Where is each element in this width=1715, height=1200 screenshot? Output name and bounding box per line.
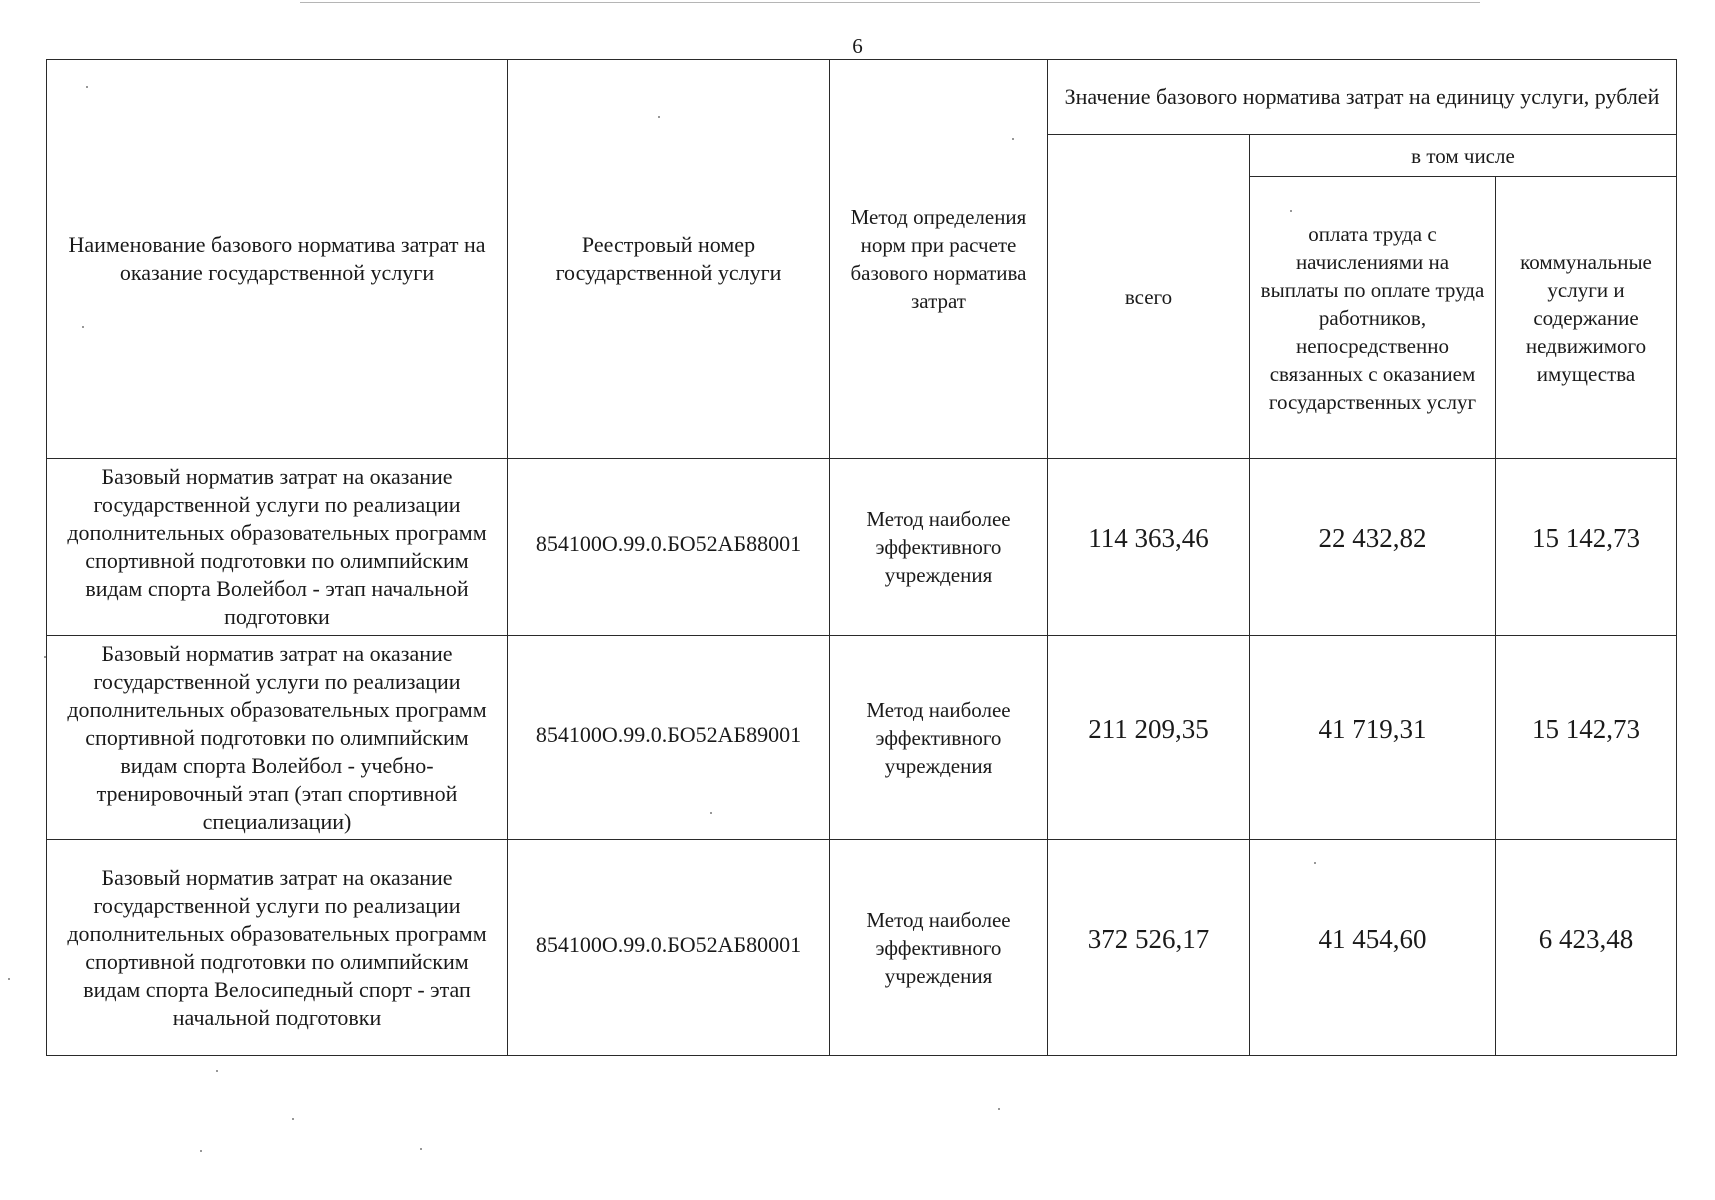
scan-speck xyxy=(82,326,84,328)
top-border-line xyxy=(300,2,1480,3)
table-row xyxy=(47,459,1677,636)
cell-norm-name: Базовый норматив затрат на оказание государственной услуги по реализации дополнительных образовательных программ спортивной подготовки по олимпийским видам спорта Волейбол - этап начальной подготовки xyxy=(47,459,508,636)
scan-speck xyxy=(8,978,10,980)
cell-norm-name: Базовый норматив затрат на оказание государственной услуги по реализации дополнительных образовательных программ спортивной подготовки по олимпийским видам спорта Велосипедный спорт - этап начальной подготовки xyxy=(47,840,508,1056)
cell-utilities: 15 142,73 xyxy=(1496,636,1677,840)
cell-total: 211 209,35 xyxy=(1048,636,1250,840)
cell-utilities: 6 423,48 xyxy=(1496,840,1677,1056)
cell-registry-number: 854100О.99.0.БО52АБ88001 xyxy=(508,459,830,636)
scan-speck xyxy=(420,1148,422,1150)
scan-speck xyxy=(1290,210,1292,212)
cell-method: Метод наиболее эффективного учреждения xyxy=(830,636,1048,840)
cell-method: Метод наиболее эффективного учреждения xyxy=(830,840,1048,1056)
scan-speck xyxy=(998,1108,1000,1110)
scan-speck xyxy=(292,1118,294,1120)
header-utilities: коммунальные услуги и содержание недвижимого имущества xyxy=(1496,177,1677,459)
header-including: в том числе xyxy=(1250,135,1677,177)
cell-registry-number: 854100О.99.0.БО52АБ80001 xyxy=(508,840,830,1056)
header-total: всего xyxy=(1048,135,1250,459)
scan-speck xyxy=(1314,862,1316,864)
scan-speck xyxy=(86,86,88,88)
scan-speck xyxy=(710,812,712,814)
cell-total: 372 526,17 xyxy=(1048,840,1250,1056)
cell-labor: 22 432,82 xyxy=(1250,459,1496,636)
cell-method: Метод наиболее эффективного учреждения xyxy=(830,459,1048,636)
header-labor-costs: оплата труда с начислениями на выплаты по оплате труда работников, непосредственно связанных с оказанием государственных услуг xyxy=(1250,177,1496,459)
cell-total: 114 363,46 xyxy=(1048,459,1250,636)
cell-labor: 41 454,60 xyxy=(1250,840,1496,1056)
table-row xyxy=(47,840,1677,1056)
header-method: Метод определения норм при расчете базового норматива затрат xyxy=(830,60,1048,459)
scan-speck xyxy=(1012,138,1014,140)
scan-speck xyxy=(658,116,660,118)
table-row xyxy=(47,636,1677,840)
scan-speck xyxy=(216,1070,218,1072)
cell-labor: 41 719,31 xyxy=(1250,636,1496,840)
header-name: Наименование базового норматива затрат на оказание государственной услуги xyxy=(47,60,508,459)
page-number: 6 xyxy=(852,34,863,58)
cell-norm-name: Базовый норматив затрат на оказание государственной услуги по реализации дополнительных образовательных программ спортивной подготовки по олимпийским видам спорта Волейбол - учебно-тренировочный этап (этап спортивной специализации) xyxy=(47,636,508,840)
scan-speck xyxy=(44,656,46,658)
header-value-group: Значение базового норматива затрат на единицу услуги, рублей xyxy=(1048,60,1677,135)
cell-utilities: 15 142,73 xyxy=(1496,459,1677,636)
cell-registry-number: 854100О.99.0.БО52АБ89001 xyxy=(508,636,830,840)
scan-speck xyxy=(200,1150,202,1152)
header-row-1 xyxy=(47,60,1677,135)
cost-norms-table xyxy=(46,59,1677,1056)
header-registry-number: Реестровый номер государственной услуги xyxy=(508,60,830,459)
